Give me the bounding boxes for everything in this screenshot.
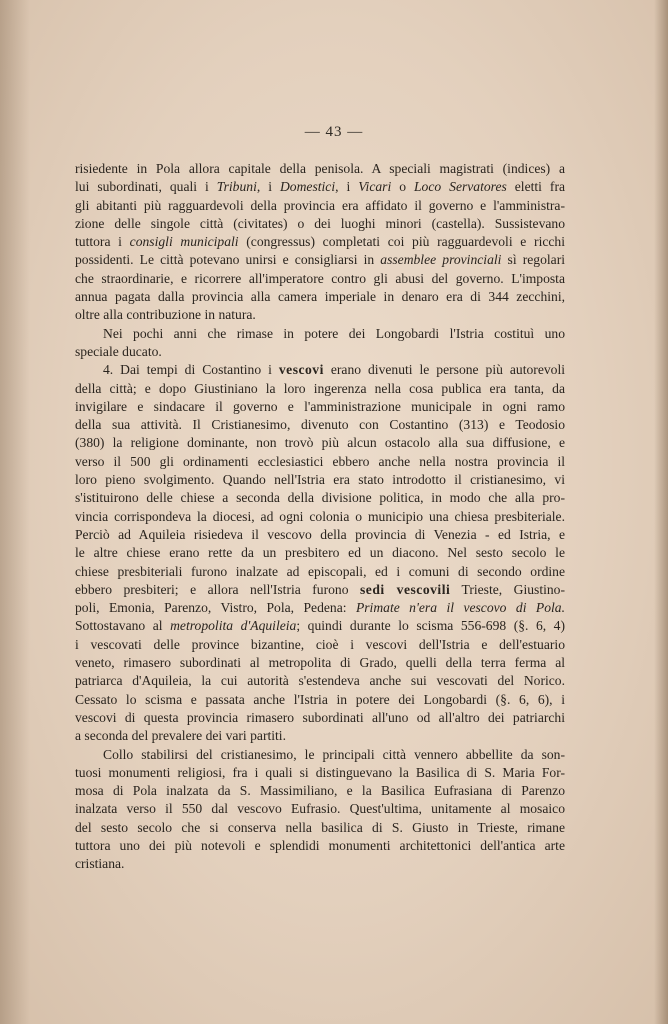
text-line: della sua attività. Il Cristianesimo, divenuto con Costantino (313) e Teodosio xyxy=(75,417,565,433)
text-line: loro pieno svolgimento. Quando nell'Istria era stato introdotto il cristianesimo, vi xyxy=(75,472,565,488)
text-line: tuttora uno dei più notevoli e splendidi monumenti architettonici dell'antica arte xyxy=(75,837,565,853)
text-line: Sottostavano al metropolita d'Aquileia; quindi durante lo scisma 556-698 (§. 6, 4) xyxy=(75,618,565,634)
text-line: s'istituirono delle chiese a seconda della divisione politica, in modo che alla pro- xyxy=(75,490,565,506)
text-line: Collo stabilirsi del cristianesimo, le principali città vennero abbellite da son- xyxy=(103,746,565,762)
paragraph xyxy=(75,746,565,874)
text-line: mosa di Pola inalzata da S. Massimiliano, e la Basilica Eufrasiana di Parenzo xyxy=(75,783,565,799)
text-line: patriarca d'Aquileia, la cui autorità s'estendeva anche sui vescovati del Norico. xyxy=(75,673,565,689)
text-line: vescovi di questa provincia rimasero subordinati all'uno od all'altro dei patriarchi xyxy=(75,709,565,725)
text-line: speciale ducato. xyxy=(75,343,162,359)
body-text xyxy=(75,160,565,874)
text-line: (380) la religione dominante, non trovò più alcun ostacolo alla sua diffusione, e xyxy=(75,435,565,451)
text-line: 4. Dai tempi di Costantino i vescovi erano divenuti le persone più autorevoli xyxy=(103,362,566,378)
text-line: veneto, rimasero subordinati al metropolita di Grado, quelli della terra ferma al xyxy=(75,655,565,671)
text-line: vincia corrispondeva la diocesi, ad ogni colonia o municipio una chiesa presbiteriale. xyxy=(75,508,565,524)
text-line: della città; e dopo Giustiniano la loro ingerenza nella cosa publica era tanta, da xyxy=(75,380,565,396)
text-line: gli abitanti più ragguardevoli della provincia era affidato il governo e l'amministra- xyxy=(75,197,565,213)
text-line: tuosi monumenti religiosi, fra i quali si distinguevano la Basilica di S. Maria For- xyxy=(75,764,565,780)
text-line: le altre chiese erano rette da un presbitero ed un diacono. Nel sesto secolo le xyxy=(75,545,565,561)
text-line: i vescovati delle province bizantine, cioè i vescovi dell'Istria e dell'estuario xyxy=(75,636,565,652)
text-line: inalzata verso il 550 dal vescovo Eufrasio. Quest'ultima, unitamente al mosaico xyxy=(75,801,565,817)
text-line: poli, Emonia, Parenzo, Vistro, Pola, Pedena: Primate n'era il vescovo di Pola. xyxy=(75,600,565,616)
text-line: lui subordinati, quali i Tribuni, i Domestici, i Vicari o Loco Servatores eletti fra xyxy=(75,179,566,195)
text-line: verso il 500 gli ordinamenti ecclesiastici ebbero anche nella nostra provincia il xyxy=(75,453,565,469)
text-line: del sesto secolo che si conserva nella basilica di S. Giusto in Trieste, rimane xyxy=(75,819,565,835)
text-line: chiese presbiteriali furono inalzate ad episcopali, ed i comuni di secondo ordine xyxy=(75,563,565,579)
text-line: possidenti. Le città potevano unirsi e consigliarsi in assemblee provinciali sì regolari xyxy=(75,252,565,268)
text-line: zione delle singole città (civitates) o dei luoghi minori (castella). Sussistevano xyxy=(75,215,565,231)
text-line: a seconda del prevalere dei vari partiti. xyxy=(75,728,286,744)
text-line: cristiana. xyxy=(75,856,125,872)
text-line: annua pagata dalla provincia alla camera imperiale in denaro era di 344 zecchini, xyxy=(75,289,565,305)
text-line: Perciò ad Aquileia risiedeva il vescovo della provincia di Venezia - ed Istria, e xyxy=(75,526,565,542)
text-line: ebbero presbiteri; e allora nell'Istria furono sedi vescovili Trieste, Giustino- xyxy=(75,581,565,597)
text-line: invigilare e sindacare il governo e l'amministrazione municipale in ogni ramo xyxy=(75,398,565,414)
paragraph xyxy=(75,160,565,325)
text-line: tuttora i consigli municipali (congressus) completati coi più ragguardevoli e ricchi xyxy=(75,234,565,250)
text-line: Nei pochi anni che rimase in potere dei Longobardi l'Istria costituì uno xyxy=(103,325,565,341)
text-line: oltre alla contribuzione in natura. xyxy=(75,307,256,323)
paragraph xyxy=(75,361,565,745)
text-line: Cessato lo scisma e passata anche l'Istria in potere dei Longobardi (§. 6, 6), i xyxy=(75,691,565,707)
text-line: risiedente in Pola allora capitale della penisola. A speciali magistrati (indices) a xyxy=(75,161,565,176)
paragraph xyxy=(75,325,565,362)
page-number: — 43 — xyxy=(304,124,364,140)
text-line: che straordinarie, e ricorrere all'imperatore contro gli abusi del governo. L'imposta xyxy=(75,270,565,286)
